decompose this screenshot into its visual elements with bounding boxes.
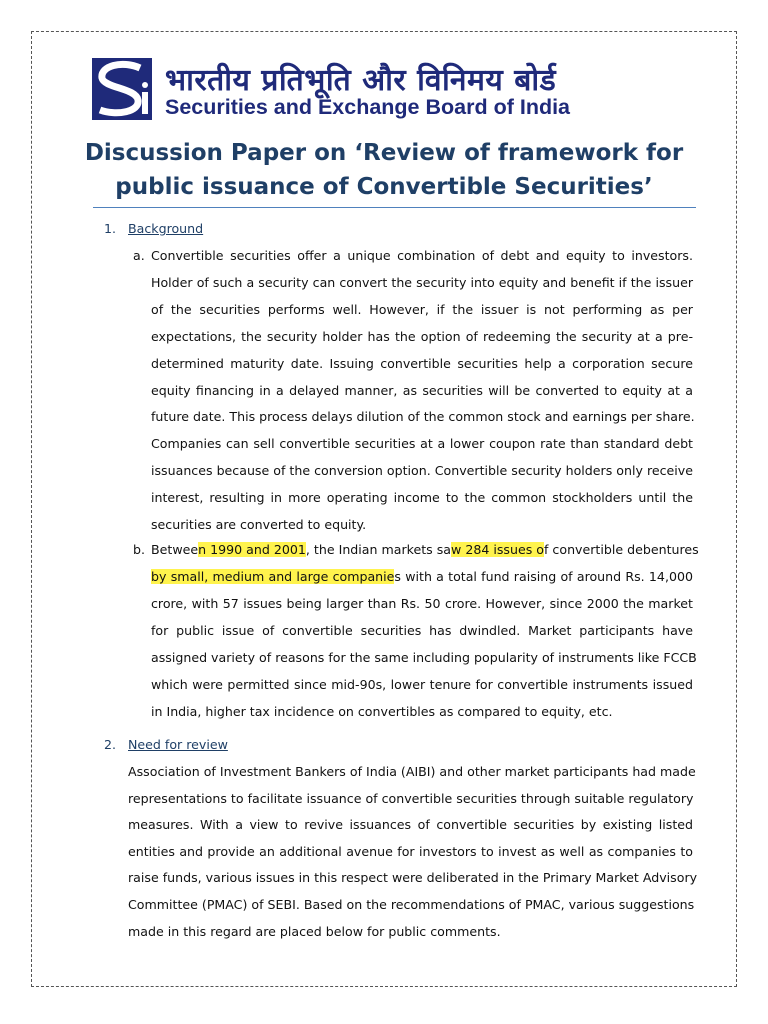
sebi-logo: [92, 58, 152, 120]
paragraph-line: of the securities performs well. However, if the issuer is not performing as per: [151, 301, 693, 317]
paragraph-line: Convertible securities offer a unique combination of debt and equity to investors.: [151, 248, 693, 263]
highlighted-text: by small, medium and large companie: [151, 569, 395, 584]
paragraph-line: for public issue of convertible securities has dwindled. Market participants have: [151, 622, 693, 638]
section-2-heading: Need for review: [128, 737, 228, 752]
paragraph-line: interest, resulting in more operating income to the common stockholders until the: [151, 490, 693, 506]
paragraph-line: entities and provide an additional avenue for investors to invest as well as companies to: [128, 843, 693, 859]
item-b-line-2: [151, 568, 693, 586]
paragraph-line: in India, higher tax incidence on convertibles as compared to equity, etc.: [151, 703, 613, 719]
paragraph-line: issuances because of the conversion option. Convertible security holders only receive: [151, 463, 693, 479]
paragraph-line: assigned variety of reasons for the same including popularity of instruments like FCCB: [151, 649, 697, 665]
item-a-marker: a.: [133, 248, 145, 263]
paragraph-line: future date. This process delays dilution of the common stock and earnings per share.: [151, 409, 695, 425]
text-run: Betwee: [151, 542, 199, 557]
title-line-2: public issuance of Convertible Securities’: [115, 174, 653, 200]
paragraph-line: securities are converted to equity.: [151, 517, 367, 532]
paragraph-line: determined maturity date. Issuing convertible securities help a corporation secure: [151, 355, 693, 371]
section-2-number: 2.: [104, 737, 117, 752]
header-hindi-name: भारतीय प्रतिभूति और विनिमय बोर्ड: [165, 63, 557, 98]
paragraph-line: Committee (PMAC) of SEBI. Based on the recommendations of PMAC, various suggestions: [128, 897, 695, 912]
paragraph-line: crore, with 57 issues being larger than Rs. 50 crore. However, since 2000 the market: [151, 596, 693, 611]
paragraph-line: which were permitted since mid-90s, lower tenure for convertible instruments issued: [151, 676, 693, 692]
title-line-1: Discussion Paper on ‘Review of framework for: [84, 140, 684, 166]
highlighted-text: n 1990 and 2001: [198, 542, 306, 557]
section-1-number: 1.: [104, 221, 117, 236]
text-run: f convertible debentures: [544, 542, 699, 557]
paragraph-line: raise funds, various issues in this respect were deliberated in the Primary Market Advisory: [128, 870, 698, 886]
header-english-name: Securities and Exchange Board of India: [165, 95, 571, 119]
item-b-marker: b.: [133, 542, 145, 557]
text-run: , the Indian markets sa: [305, 542, 452, 557]
paragraph-line: equity financing in a delayed manner, as securities will be converted to equity at a: [151, 382, 693, 398]
paragraph-line: representations to facilitate issuance of convertible securities through suitable regulatory: [128, 790, 694, 806]
paragraph-line: expectations, the security holder has the option of redeeming the security at a pre-: [151, 328, 693, 344]
item-b-line-1: [151, 541, 699, 559]
paragraph-line: Holder of such a security can convert the security into equity and benefit if the issuer: [151, 274, 693, 290]
paragraph-line: Association of Investment Bankers of India (AIBI) and other market participants had made: [128, 764, 696, 779]
highlighted-text: w 284 issues o: [451, 542, 544, 557]
text-run: s with a total fund raising of around Rs. 14,000: [394, 569, 693, 584]
section-1-heading: Background: [128, 221, 204, 236]
page-title: [60, 136, 708, 204]
paragraph-line: measures. With a view to revive issuances of convertible securities by existing listed: [128, 817, 693, 833]
title-rule: [93, 207, 696, 208]
paragraph-line: made in this regard are placed below for public comments.: [128, 923, 501, 939]
paragraph-line: Companies can sell convertible securities at a lower coupon rate than standard debt: [151, 436, 693, 452]
